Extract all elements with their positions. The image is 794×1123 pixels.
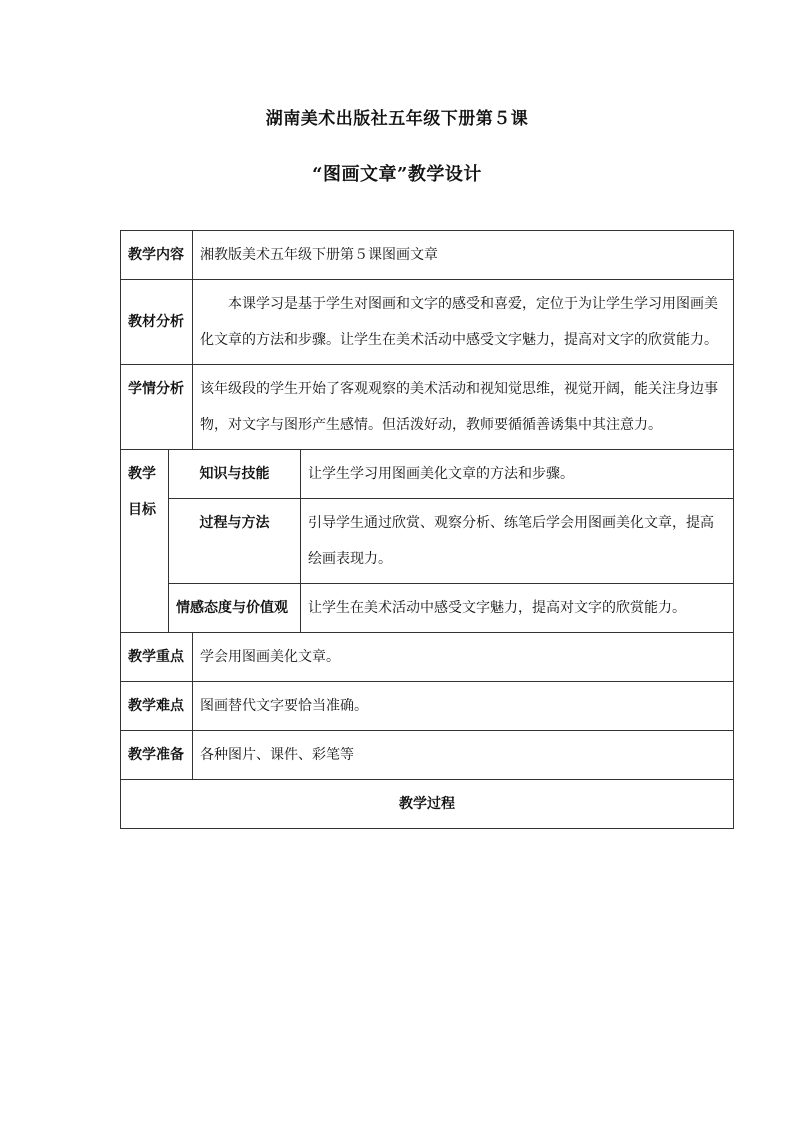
goal-name-knowledge: 知识与技能 [169, 450, 301, 499]
row-goal-knowledge [121, 450, 734, 499]
goal-name-attitude: 情感态度与价值观 [169, 584, 301, 633]
value-content: 湘教版美术五年级下册第５课图画文章 [193, 231, 734, 280]
label-students: 学情分析 [121, 365, 193, 450]
label-content: 教学内容 [121, 231, 193, 280]
value-key-point: 学会用图画美化文章。 [193, 633, 734, 682]
label-process: 教学过程 [121, 780, 734, 829]
label-preparation: 教学准备 [121, 731, 193, 780]
label-key-point: 教学重点 [121, 633, 193, 682]
row-process [121, 780, 734, 829]
document-title: 湖南美术出版社五年级下册第５课 [265, 109, 529, 129]
value-students: 该年级段的学生开始了客观观察的美术活动和视知觉思维，视觉开阔，能关注身边事物，对文字与图形产生感情。但活泼好动，教师要循循善诱集中其注意力。 [193, 365, 734, 450]
row-key-point [121, 633, 734, 682]
value-difficulty: 图画替代文字要恰当准确。 [193, 682, 734, 731]
goal-value-knowledge: 让学生学习用图画美化文章的方法和步骤。 [301, 450, 734, 499]
row-difficulty [121, 682, 734, 731]
goal-value-process: 引导学生通过欣赏、观察分析、练笔后学会用图画美化文章，提高绘画表现力。 [301, 499, 734, 584]
row-goal-process [121, 499, 734, 584]
row-goal-attitude [121, 584, 734, 633]
value-preparation: 各种图片、课件、彩笔等 [193, 731, 734, 780]
row-content [121, 231, 734, 280]
row-students [121, 365, 734, 450]
label-material: 教材分析 [121, 280, 193, 365]
document-subtitle: “图画文章”教学设计 [312, 164, 482, 185]
label-goals: 教学目标 [121, 450, 169, 633]
goal-name-process: 过程与方法 [169, 499, 301, 584]
row-preparation [121, 731, 734, 780]
value-material: 本课学习是基于学生对图画和文字的感受和喜爱，定位于为让学生学习用图画美化文章的方法和步骤。让学生在美术活动中感受文字魅力，提高对文字的欣赏能力。 [193, 280, 734, 365]
label-difficulty: 教学难点 [121, 682, 193, 731]
goal-value-attitude: 让学生在美术活动中感受文字魅力，提高对文字的欣赏能力。 [301, 584, 734, 633]
lesson-plan-table [120, 230, 734, 829]
row-material [121, 280, 734, 365]
